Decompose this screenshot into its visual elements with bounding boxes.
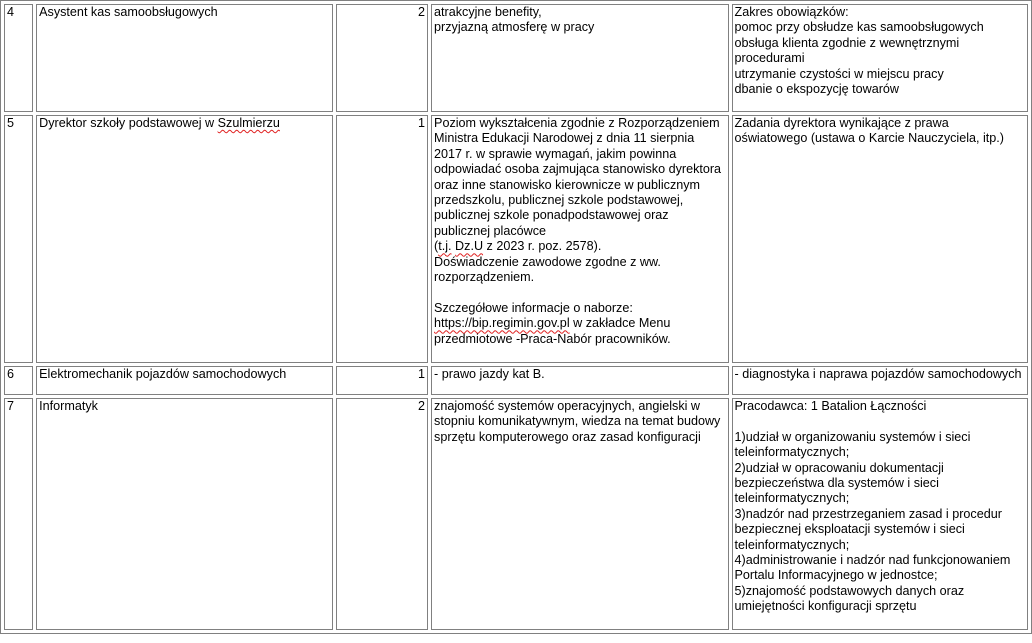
table-row xyxy=(4,398,1028,630)
requirements-part: z 2023 r. poz. 2578). Doświadczenie zawodowe zgodne z ww. rozporządzeniem. Szczegółowe informacje o naborze: xyxy=(434,239,661,315)
row-number: 7 xyxy=(4,398,33,630)
place-name: Szulmierzu xyxy=(217,116,280,130)
requirements-text: - prawo jazdy kat B. xyxy=(431,366,728,395)
row-number: 5 xyxy=(4,115,33,363)
vacancy-count: 2 xyxy=(336,4,428,112)
table-row xyxy=(4,366,1028,395)
position-name xyxy=(36,115,332,363)
position-name-prefix: Dyrektor szkoły podstawowej w xyxy=(39,116,218,130)
bip-link[interactable]: https://bip.regimin.gov.pl xyxy=(434,316,570,331)
position-name: Informatyk xyxy=(36,398,332,630)
table-row xyxy=(4,115,1028,363)
vacancy-count: 1 xyxy=(336,366,428,395)
requirements-part: w zakładce Menu przedmiotowe -Praca-Nabór pracowników. xyxy=(434,316,674,346)
duties-text: Zakres obowiązków: pomoc przy obsłudze kas samoobsługowych obsługa klienta zgodnie z wewnętrznymi procedurami utrzymanie czystości w miejscu pracy dbanie o ekspozycję towarów xyxy=(732,4,1028,112)
duties-text: - diagnostyka i naprawa pojazdów samochodowych xyxy=(732,366,1028,395)
requirements-text: atrakcyjne benefity, przyjazną atmosferę w pracy xyxy=(431,4,728,112)
duties-text: Pracodawca: 1 Batalion Łączności 1)udział w organizowaniu systemów i sieci teleinformatycznych; 2)udział w opracowaniu dokumentacji bezpieczeństwa dla systemów i sieci teleinformatycznych; 3)nadzór nad przestrzeganiem zasad i procedur bezpiecznej eksploatacji systemów i sieci teleinformatycznych; 4)administrowanie i nadzór nad funkcjonowaniem Portalu Informacyjnego w jednostce; 5)znajomość podstawowych danych oraz umiejętności konfiguracji sprzętu xyxy=(732,398,1028,630)
abbrev-tj: t.j. xyxy=(438,239,452,254)
vacancy-count: 2 xyxy=(336,398,428,630)
row-number: 6 xyxy=(4,366,33,395)
requirements-part: Poziom wykształcenia zgodnie z Rozporządzeniem Ministra Edukacji Narodowej z dnia 11 sierpnia 2017 r. w sprawie wymagań, jakim powinna odpowiadać osoba zajmująca stanowisko dyrektora oraz inne stanowisko kierownicze w publicznym przedszkolu, publicznej szkole podstawowej, publicznej szkole ponadpodstawowej oraz publicznej placówce ( xyxy=(434,116,722,254)
requirements-text xyxy=(431,115,728,363)
requirements-text: znajomość systemów operacyjnych, angielski w stopniu komunikatywnym, wiedza na temat budowy sprzętu komputerowego oraz zasad konfiguracji xyxy=(431,398,728,630)
table-row xyxy=(4,4,1028,112)
row-number: 4 xyxy=(4,4,33,112)
position-name: Elektromechanik pojazdów samochodowych xyxy=(36,366,332,395)
abbrev-dzu: Dz.U xyxy=(455,239,484,254)
duties-text: Zadania dyrektora wynikające z prawa oświatowego (ustawa o Karcie Nauczyciela, itp.) xyxy=(732,115,1028,363)
position-name: Asystent kas samoobsługowych xyxy=(36,4,332,112)
vacancy-count: 1 xyxy=(336,115,428,363)
